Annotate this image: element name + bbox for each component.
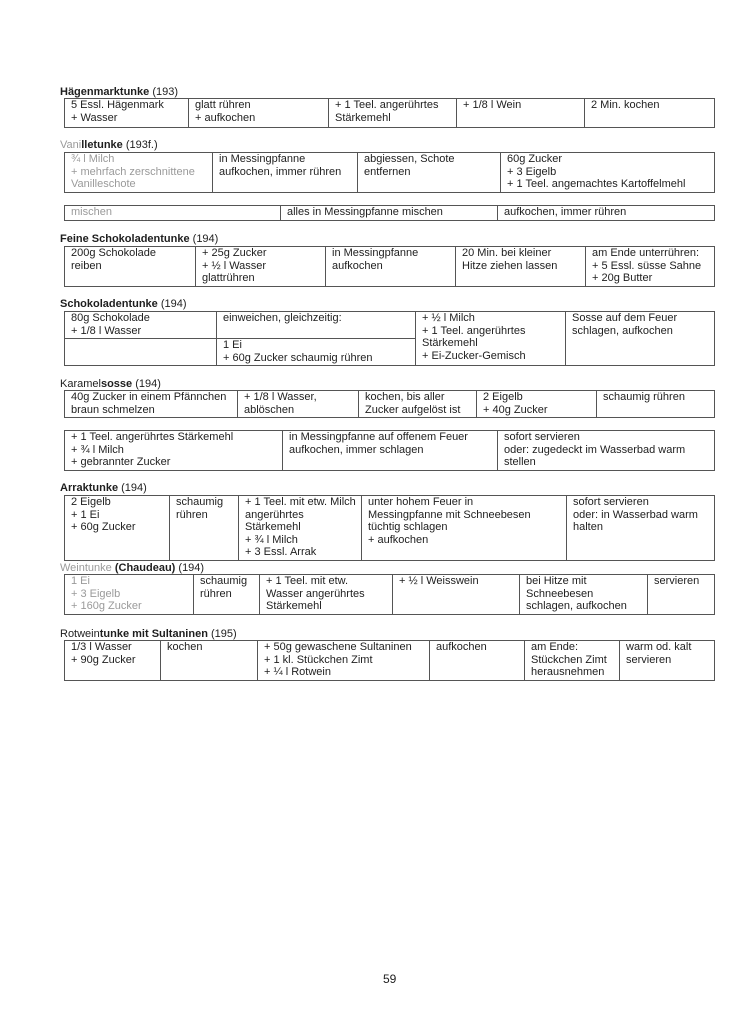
cell: + 1 Teel. angerührtes Stärkemehl + ¾ l Milch + gebrannter Zucker bbox=[65, 431, 283, 471]
page-ref: (193f.) bbox=[122, 139, 158, 151]
cell bbox=[65, 339, 217, 366]
cell: schaumig rühren bbox=[597, 391, 715, 418]
cell: kochen, bis aller Zucker aufgelöst ist bbox=[359, 391, 477, 418]
cell: in Messingpfanne aufkochen, immer rühren bbox=[213, 153, 358, 193]
cell: unter hohem Feuer in Messingpfanne mit Schneebesen tüchtig schlagen + aufkochen bbox=[362, 496, 567, 561]
cell: sofort servieren oder: zugedeckt im Wasserbad warm stellen bbox=[498, 431, 715, 471]
cell: sofort servieren oder: in Wasserbad warm halten bbox=[567, 496, 715, 561]
cell: 200g Schokolade reiben bbox=[65, 247, 196, 287]
page-number: 59 bbox=[383, 972, 397, 986]
title-bold: tunke mit Sultaninen bbox=[99, 628, 208, 640]
cell: mischen bbox=[65, 206, 281, 221]
cell: bei Hitze mit Schneebesen schlagen, aufkochen bbox=[520, 575, 648, 615]
recipe-title-arraktunke bbox=[60, 482, 147, 495]
cell: + 1/8 l Wasser, ablöschen bbox=[238, 391, 359, 418]
title-bold: Arraktunke bbox=[60, 482, 119, 494]
recipe-title-feine-schokoladentunke bbox=[60, 233, 218, 246]
cell: schaumig rühren bbox=[194, 575, 260, 615]
cell: 1/3 l Wasser + 90g Zucker bbox=[65, 641, 161, 681]
recipe-table-haegenmarktunke bbox=[64, 98, 715, 128]
recipe-table-rotweintunke bbox=[64, 640, 715, 681]
recipe-table-karamelsosse-step2 bbox=[64, 430, 715, 471]
cell: 1 Ei + 60g Zucker schaumig rühren bbox=[217, 339, 416, 366]
recipe-table-arraktunke bbox=[64, 495, 715, 561]
cell: Sosse auf dem Feuer schlagen, aufkochen bbox=[566, 312, 715, 366]
cell: in Messingpfanne aufkochen bbox=[326, 247, 456, 287]
recipe-table-vanilletunke-step2 bbox=[64, 205, 715, 221]
cell: + ½ l Weisswein bbox=[393, 575, 520, 615]
title-bold: Feine Schokoladentunke bbox=[60, 233, 190, 245]
cell: einweichen, gleichzeitig: bbox=[217, 312, 416, 339]
recipe-table-vanilletunke bbox=[64, 152, 715, 193]
cell: alles in Messingpfanne mischen bbox=[281, 206, 498, 221]
title-faded: Weintunke bbox=[60, 562, 112, 574]
title-faded: Vani bbox=[60, 139, 82, 151]
recipe-title-schokoladentunke bbox=[60, 298, 187, 311]
recipe-table-weintunke bbox=[64, 574, 715, 615]
page-ref: (194) bbox=[157, 298, 187, 310]
cell: kochen bbox=[161, 641, 258, 681]
cell: + ½ l Milch + 1 Teel. angerührtes Stärkemehl + Ei-Zucker-Gemisch bbox=[416, 312, 566, 366]
page-ref: (194) bbox=[118, 482, 147, 494]
cell: + 25g Zucker + ½ l Wasser glattrühren bbox=[196, 247, 326, 287]
cell: glatt rühren + aufkochen bbox=[189, 99, 329, 128]
cell: 60g Zucker + 3 Eigelb + 1 Teel. angemachtes Kartoffelmehl bbox=[501, 153, 715, 193]
cell: am Ende unterrühren: + 5 Essl. süsse Sahne + 20g Butter bbox=[586, 247, 715, 287]
page-ref: (193) bbox=[149, 86, 179, 98]
cell: + 1 Teel. mit etw. Milch angerührtes Stärkemehl + ¾ l Milch + 3 Essl. Arrak bbox=[239, 496, 362, 561]
cell: 20 Min. bei kleiner Hitze ziehen lassen bbox=[456, 247, 586, 287]
cell: aufkochen bbox=[430, 641, 525, 681]
cell: + 1/8 l Wein bbox=[457, 99, 585, 128]
cell: servieren bbox=[648, 575, 715, 615]
title-bold: Hägenmarktunke bbox=[60, 86, 150, 98]
cell: + 1 Teel. angerührtes Stärkemehl bbox=[329, 99, 457, 128]
recipe-title-vanilletunke bbox=[60, 139, 158, 152]
cell: 1 Ei + 3 Eigelb + 160g Zucker bbox=[65, 575, 194, 615]
title-plain: Karamel bbox=[60, 378, 101, 390]
cell: + 50g gewaschene Sultaninen + 1 kl. Stückchen Zimt + ¼ l Rotwein bbox=[258, 641, 430, 681]
cell: 2 Eigelb + 1 Ei + 60g Zucker bbox=[65, 496, 170, 561]
page-ref: (195) bbox=[207, 628, 237, 640]
cell: 2 Eigelb + 40g Zucker bbox=[477, 391, 597, 418]
cell: warm od. kalt servieren bbox=[620, 641, 715, 681]
cell: abgiessen, Schote entfernen bbox=[358, 153, 501, 193]
recipe-table-feine-schokoladentunke bbox=[64, 246, 715, 287]
title-plain: Rotwein bbox=[60, 628, 100, 640]
page-ref: (194) bbox=[175, 562, 205, 574]
page-ref: (194) bbox=[189, 233, 219, 245]
cell: 2 Min. kochen bbox=[585, 99, 715, 128]
recipe-table-karamelsosse bbox=[64, 390, 715, 418]
cell: 5 Essl. Hägenmark + Wasser bbox=[65, 99, 189, 128]
cell: in Messingpfanne auf offenem Feuer aufkochen, immer schlagen bbox=[283, 431, 498, 471]
title-bold: sosse bbox=[100, 378, 133, 390]
page-ref: (194) bbox=[132, 378, 161, 390]
cell: 80g Schokolade + 1/8 l Wasser bbox=[65, 312, 217, 339]
title-bold: lletunke bbox=[81, 139, 123, 151]
title-bold: Schokoladentunke bbox=[60, 298, 158, 310]
cell: + 1 Teel. mit etw. Wasser angerührtes Stärkemehl bbox=[260, 575, 393, 615]
cell: aufkochen, immer rühren bbox=[498, 206, 715, 221]
cell: ¾ l Milch + mehrfach zerschnittene Vanilleschote bbox=[65, 153, 213, 193]
recipe-table-schokoladentunke bbox=[64, 311, 715, 366]
cell: schaumig rühren bbox=[170, 496, 239, 561]
cell: am Ende: Stückchen Zimt herausnehmen bbox=[525, 641, 620, 681]
title-bold: (Chaudeau) bbox=[111, 562, 176, 574]
cell: 40g Zucker in einem Pfännchen braun schmelzen bbox=[65, 391, 238, 418]
